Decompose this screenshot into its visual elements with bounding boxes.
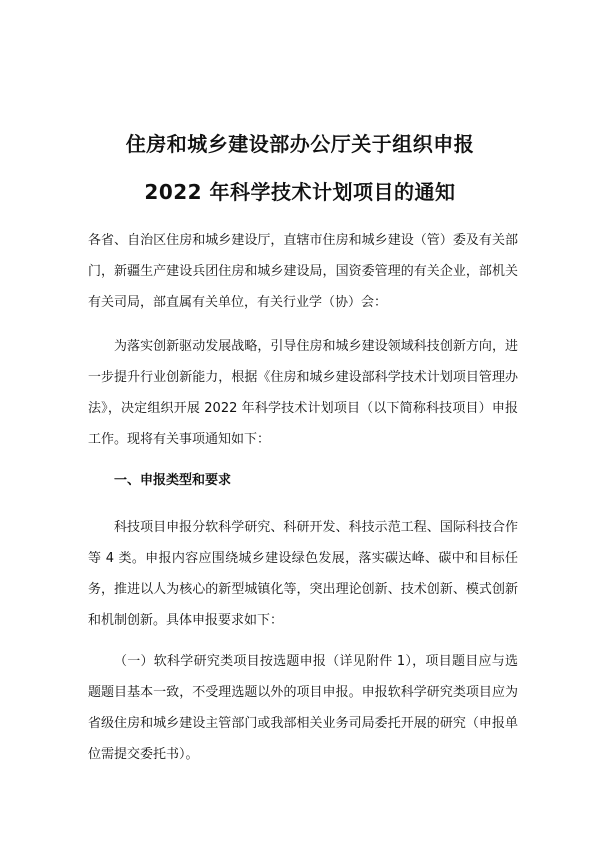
section-heading-application-types: 一、申报类型和要求 <box>114 473 232 488</box>
addressee-paragraph: 各省、自治区住房和城乡建设厅，直辖市住房和城乡建设（管）委及有关部门，新疆生产建设兵团住房和城乡建设局，国资委管理的有关企业，部机关有关司局，部直属有关单位，有关行业学（协）会： <box>88 233 518 310</box>
document-title-line-1: 住房和城乡建设部办公厅关于组织申报 <box>125 132 475 156</box>
section-item-soft-science: （一）软科学研究类项目按选题申报（详见附件 1），项目题目应与选题题目基本一致，不受理选题以外的项目申报。申报软科学研究类项目应为省级住房和城乡建设主管部门或我部相关业务司局委托开展的研究（申报单位需提交委托书）。 <box>88 654 518 762</box>
document-title-line-2: 2022 年科学技术计划项目的通知 <box>144 180 456 204</box>
section-body-paragraph: 科技项目申报分软科学研究、科研开发、科技示范工程、国际科技合作等 4 类。申报内容应围绕城乡建设绿色发展，落实碳达峰、碳中和目标任务，推进以人为核心的新型城镇化等，突出理论创新、技术创新、模式创新和机制创新。具体申报要求如下： <box>88 520 518 628</box>
intro-paragraph: 为落实创新驱动发展战略，引导住房和城乡建设领域科技创新方向，进一步提升行业创新能力，根据《住房和城乡建设部科学技术计划项目管理办法》，决定组织开展 2022 年科学技术计划项目（以下简称科技项目）申报工作。现将有关事项通知如下： <box>88 339 518 447</box>
